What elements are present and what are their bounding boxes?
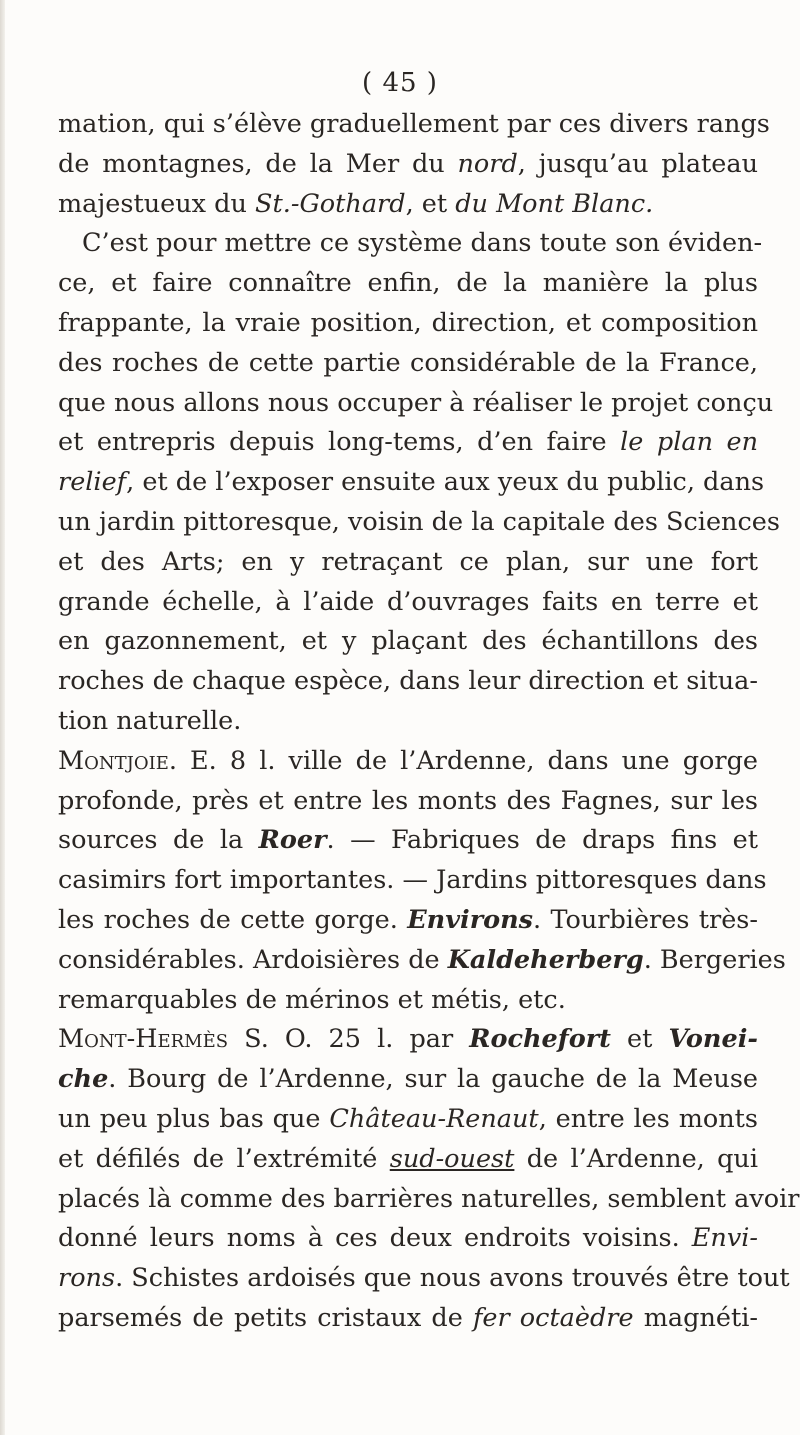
text-run: . Tourbières très-: [533, 905, 758, 935]
text-run: des roches de cette partie considérable de la France,: [58, 347, 758, 378]
text-run: . Schistes ardoisés que nous avons trouvés être tout: [115, 1263, 790, 1294]
styled-text-run: Château-Renaut: [329, 1104, 539, 1134]
styled-text-run: nord: [457, 148, 518, 179]
text-line: [58, 505, 780, 539]
text-run: un jardin pittoresque, voisin de la capitale des Sciences: [58, 507, 780, 537]
text-line: [58, 346, 758, 380]
text-line: [58, 1221, 758, 1255]
text-run: un peu plus bas que: [58, 1104, 330, 1134]
text-run: casimirs fort importantes. — Jardins pittoresques dans: [58, 865, 767, 896]
text-line: [58, 266, 758, 300]
text-line: [58, 425, 758, 459]
text-run: grande échelle, à l’aide d’ouvrages faits en terre et: [58, 586, 758, 617]
text-run: placés là comme des barrières naturelles, semblent avoir: [58, 1183, 800, 1214]
text-run: et entrepris depuis long-tems, d’en faire: [58, 427, 621, 458]
text-line: [58, 943, 786, 977]
styled-text-run: sud-ouest: [389, 1143, 515, 1174]
text-run: de l’Ardenne, qui: [514, 1143, 758, 1174]
styled-text-run: Rochefort: [469, 1024, 611, 1055]
text-run: frappante, la vraie position, direction, et composition: [58, 308, 758, 338]
text-run: et des Arts; en y retraçant ce plan, sur une fort: [58, 546, 758, 577]
styled-text-run: Envi-: [691, 1223, 758, 1254]
text-line: [58, 306, 758, 340]
text-run: , et: [405, 188, 456, 219]
text-line: [58, 386, 774, 420]
text-line: [58, 1261, 790, 1295]
text-line: [58, 903, 758, 937]
text-run: en gazonnement, et y plaçant des échantillons des: [58, 626, 758, 657]
text-line: [58, 1182, 800, 1216]
text-line: [58, 624, 758, 658]
text-line: [58, 1142, 758, 1176]
text-run: C’est pour mettre ce système dans toute son éviden-: [82, 228, 763, 259]
styled-text-run: fer octaèdre: [472, 1303, 634, 1333]
text-line: [58, 545, 758, 579]
text-run: . E. 8 l. ville de l’Ardenne, dans une gorge: [168, 745, 758, 776]
styled-text-run: du Mont Blanc.: [455, 188, 654, 219]
text-run: ce, et faire connaître enfin, de la manière la plus: [58, 268, 758, 299]
styled-text-run: Vonei-: [668, 1024, 758, 1055]
text-line: [82, 226, 763, 260]
styled-text-run: rons: [58, 1263, 116, 1294]
text-run: que nous allons nous occuper à réaliser le projet conçu: [58, 387, 774, 418]
styled-text-run: Mont-Hermès: [58, 1024, 229, 1055]
text-run: remarquables de mérinos et métis, etc.: [58, 984, 566, 1015]
text-line: [58, 664, 758, 698]
text-run: de montagnes, de la Mer du: [58, 148, 458, 179]
text-run: magnéti-: [633, 1303, 758, 1333]
styled-text-run: St.-Gothard: [255, 188, 406, 219]
text-line: [58, 1022, 758, 1056]
text-line: [58, 1102, 758, 1136]
text-run: et défilés de l’extrémité: [58, 1143, 390, 1174]
text-run: , et de l’exposer ensuite aux yeux du public, dans: [126, 467, 765, 498]
styled-text-run: Kaldeherberg: [447, 944, 644, 975]
text-run: donné leurs noms à ces deux endroits voisins.: [58, 1223, 692, 1254]
text-line: [58, 1062, 758, 1096]
text-run: . — Fabriques de draps fins et: [326, 825, 758, 856]
text-line: [58, 147, 758, 181]
text-line: [58, 465, 765, 499]
text-line: [58, 983, 758, 1017]
text-run: roches de chaque espèce, dans leur direction et situa-: [58, 666, 758, 697]
text-line: [58, 744, 758, 778]
text-line: [58, 187, 758, 221]
text-run: , entre les monts: [538, 1104, 759, 1134]
text-run: profonde, près et entre les monts des Fagnes, sur les: [58, 785, 758, 816]
text-run: . Bourg de l’Ardenne, sur la gauche de la Meuse: [108, 1064, 758, 1095]
text-run: . Bergeries: [643, 944, 786, 975]
text-run: et: [610, 1024, 669, 1055]
styled-text-run: Roer: [258, 825, 327, 856]
text-run: tion naturelle.: [58, 706, 242, 736]
page-binding-edge: [0, 0, 5, 1435]
text-run: considérables. Ardoisières de: [58, 944, 448, 975]
text-line: [58, 704, 758, 738]
text-line: [58, 107, 770, 141]
styled-text-run: le plan en: [620, 427, 759, 458]
text-run: S. O. 25 l. par: [228, 1024, 470, 1055]
text-line: [58, 1301, 758, 1335]
text-line: [58, 784, 758, 818]
text-run: parsemés de petits cristaux de: [58, 1303, 473, 1333]
styled-text-run: Montjoie: [58, 745, 169, 776]
styled-text-run: Environs: [407, 905, 534, 935]
text-run: sources de la: [58, 825, 259, 856]
page-number: ( 45 ): [362, 68, 438, 98]
styled-text-run: relief: [58, 467, 127, 498]
text-run: , jusqu’au plateau: [517, 148, 758, 179]
text-run: mation, qui s’élève graduellement par ces divers rangs: [58, 109, 770, 139]
styled-text-run: che: [58, 1064, 109, 1095]
text-line: [58, 863, 767, 897]
text-line: [58, 823, 758, 857]
text-line: [58, 585, 758, 619]
text-run: majestueux du: [58, 188, 255, 219]
text-run: les roches de cette gorge.: [58, 905, 408, 935]
